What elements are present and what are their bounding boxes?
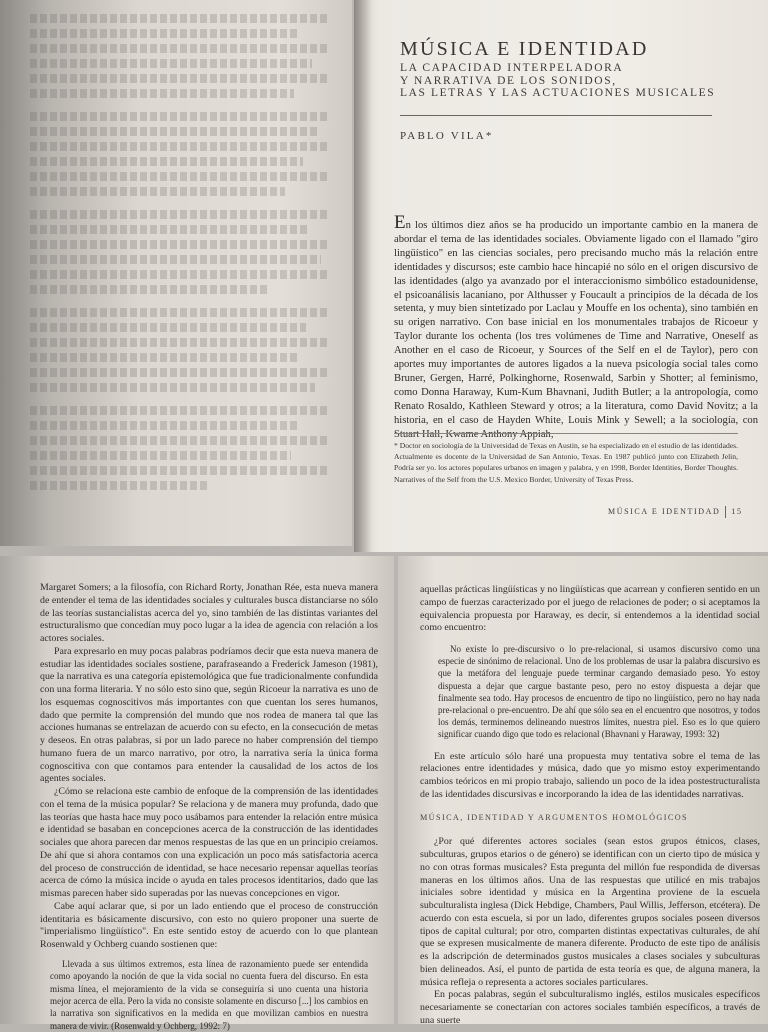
chapter-title: MÚSICA E IDENTIDAD — [400, 38, 649, 60]
block-quote: No existe lo pre-discursivo o lo pre-relacional, si usamos discursivo como una especie de sinónimo de relacional. Uno de los problemas de usar la palabra discursivo es que la metáfora del lenguaje puede terminar cargando demasiado peso. Yo estoy dispuesta a dejar que cargue bastante peso, pero no estoy dispuesta a dejar que finalmente sea todo. Hay procesos de encuentro de tipo no lingüístico, pero no hay nada pre-relacional o pre-encuentro. De ahí que sólo sea en el encuentro que nosotros, y todos los demás, terminemos delineando nuestros límites, nuestra piel. Eso es lo que quiero significar cuando digo que todo es relacional (Bhavnani y Haraway, 1993: 32) — [438, 644, 760, 740]
running-footer — [608, 506, 743, 518]
paragraph: aquellas prácticas lingüísticas y no lingüísticas que acarrean y confieren sentido en un campo de fuerzas caracterizado por el juego de relaciones de poder; o si aceptamos la equivalencia propuesta por Haraway, es decir, si entendemos a la identidad social como encuentro: — [420, 584, 760, 634]
chapter-subtitle — [400, 62, 730, 100]
paragraph: Margaret Somers; a la filosofía, con Richard Rorty, Jonathan Rée, esta nueva manera de entender el tema de las identidades sociales y culturales busca distanciarse no sólo de las teorías sustancialistas acerca del yo, sino también de las distintas variantes del estructuralismo que concedían muy poco lugar a la idea de agencia con relación a los actores sociales. — [40, 582, 378, 644]
paragraph: ¿Por qué diferentes actores sociales (sean estos grupos étnicos, clases, subculturas, grupos etarios o de género) se identifican con un cierto tipo de música y no con otras formas musicales? Esta pregunta del millón fue respondida de diversas maneras en los últimos años. Una de las respuestas que utilicé en mis trabajos iniciales sobre identidad y música en la Argentina proviene de la escuela subculturalista inglesa (Dick Hebdige, Chambers, Paul Willis, Jefferson, etcétera). De acuerdo con esta escuela, si por un lado, diferentes grupos sociales poseen diversos tipos de capital cultural; por otro, comparten distintas expectativas culturales, de ahí que se expresen musicalmente de manera diferente. Producto de este tipo de análisis es la adscripción de determinados gustos musicales a clases sociales y subculturas bien delineados. Así, el punto de partida de esta teoría es que, de alguna manera, la música refleja o representa a actores sociales particulares. — [420, 836, 760, 988]
left-page — [0, 556, 394, 1031]
page-number: 15 — [731, 506, 743, 516]
subtitle-line: LA CAPACIDAD INTERPELADORA — [400, 62, 624, 74]
paragraph: Para expresarlo en muy pocas palabras podríamos decir que esta nueva manera de estudiar las identidades sociales sostiene, parafraseando a Frederick Jameson (1981), que la narrativa es una categoría epistemológica que fue tradicionalmente confundida con una forma literaria. Y no sólo esto sino que, según Ricoeur la narrativa es uno de los esquemas cognoscitivos más importantes con que cuentan los seres humanos, dado que permite la comprensión del mundo que nos rodea de manera tal que las acciones humanas se entrelazan de acuerdo con su efecto, en la consecución de metas y deseos. En otras palabras, si por un lado parece no haber comprensión del tiempo humano fuera de un marco narrativo, por otro, la narrativa sería la única forma cognoscitiva con que contamos para entender la causalidad de los actos de los agentes sociales. — [40, 645, 378, 785]
gutter-shadow — [354, 0, 372, 552]
previous-page — [0, 0, 352, 546]
chapter-opening-page — [354, 0, 768, 552]
paragraph: En este artículo sólo haré una propuesta muy tentativa sobre el tema de las relaciones entre identidades y música, dado que yo mismo estoy experimentando cambios teóricos en mi propio trabajo, saliendo un poco de la idea postestructuralista de las identidades discursivas e incorporando la idea de las identidades narrativas. — [420, 750, 760, 800]
running-head-title: MÚSICA E IDENTIDAD — [608, 506, 721, 516]
subtitle-line: LAS LETRAS Y LAS ACTUACIONES MUSICALES — [400, 87, 716, 99]
title-rule — [400, 115, 712, 116]
faded-text-block — [30, 14, 330, 496]
paragraph-text: n los últimos diez años se ha producido un importante cambio en la manera de abordar el tema de las identidades sociales. Obviamente ligado con el llamado "giro lingüístico" en las ciencias sociales, pero precisando mucho más la relación entre identidades y discursos; este cambio hace hincapié no sólo en el origen discursivo de las identidades (algo ya avanzado por el interaccionismo simbólico estadounidense, el psicoanálisis lacaniano, por Althusser y Foucault a principios de la década de los setenta, y muy bien sintetizado por Laclau y Mouffe en los ochenta), sino también en su origen narrativo. Con base inicial en los monumentales trabajos de Ricoeur y Taylor durante los ochenta (los tres volúmenes de Time and Narrative, Oneself as Another en el caso de Ricoeur, y Sources of the Self en el de Taylor), pero con aportes muy importantes de autores ligados a la nueva psicología social tales como Bruner, Gergen, Harré, Polkinghorne, Rosenwald, Sarbin y Shotter; al feminismo, como Donna Haraway, Kum-Kum Bhavnani, Judith Butler; a la antropología, como Renato Rosaldo, Kathleen Steward y otros; a la literatura, como David Novitz; a la historia, en el caso de Hayden White, Louis Mink y Sewell; a la sociología, con Stuart Hall, Kwame Anthony Appiah, — [394, 220, 758, 440]
left-page-text — [40, 582, 378, 1032]
paragraph: Cabe aquí aclarar que, si por un lado entiendo que el proceso de construcción identitaria es básicamente discursivo, con esto no quiero proponer una suerte de "imperialismo lingüístico". En este sentido estoy de acuerdo con lo que plantean Rosenwald y Ochberg cuando sostienen que: — [40, 900, 378, 950]
block-quote: Llevada a sus últimos extremos, esta línea de razonamiento puede ser entendida como apoyando la noción de que la vida social no cuenta fuera del discurso. En esta misma línea, el mejoramiento de la vida se conseguiría si uno cuenta una historia mejor acerca de ella. Pero la vida no consiste solamente en discurso [...] los cambios en la narrativa son significativos en la medida en que movilizan cambios en nuestra manera de vivir. (Rosenwald y Ochberg, 1992: 7) — [50, 958, 368, 1031]
paragraph: ¿Cómo se relaciona este cambio de enfoque de la comprensión de las identidades con el tema de la música popular? Se relaciona y de manera muy profunda, dado que las teorías que hasta hace muy poco usábamos para entender la relación entre música e identidad se basaban en concepciones acerca de la construcción de las identidades sociales que ahora parecen dar menos respuestas de las que en un principio creíamos. De ahí que si ahora contamos con una explicación un poco más satisfactoria acerca del proceso de construcción de identidad, se hace necesario repensar aquellas teorías acerca de cómo la música incide o ayuda en tales procesos identitarios, dado que las mismas parecen haber sido superadas por las nuevas concepciones en vigor. — [40, 786, 378, 899]
right-page — [398, 556, 768, 1024]
subtitle-line: Y NARRATIVA DE LOS SONIDOS, — [400, 74, 617, 87]
paragraph: En pocas palabras, según el subculturalismo inglés, estilos musicales específicos necesariamente se conectarían con actores sociales también específicos, a través de una suerte — [420, 989, 760, 1026]
author-name: PABLO VILA* — [400, 130, 494, 142]
drop-cap: E — [394, 212, 406, 233]
author-footnote: * Doctor en sociología de la Universidad de Texas en Austin, se ha especializado en el estudio de las identidades. Actualmente es docente de la Universidad de San Antonio, Texas. En 1987 publicó junto con Elizabeth Jelin, Podría ser yo. los actores populares urbanos en imagen y palabra, y en 1998, Border Identities, Border Thoughts. Narratives of the Self from the U.S. Mexico Border, University of Texas Press. — [394, 433, 738, 485]
section-heading: MÚSICA, IDENTIDAD Y ARGUMENTOS HOMOLÓGICOS — [420, 812, 688, 822]
opening-paragraph — [394, 212, 758, 442]
right-page-text — [420, 584, 760, 1028]
